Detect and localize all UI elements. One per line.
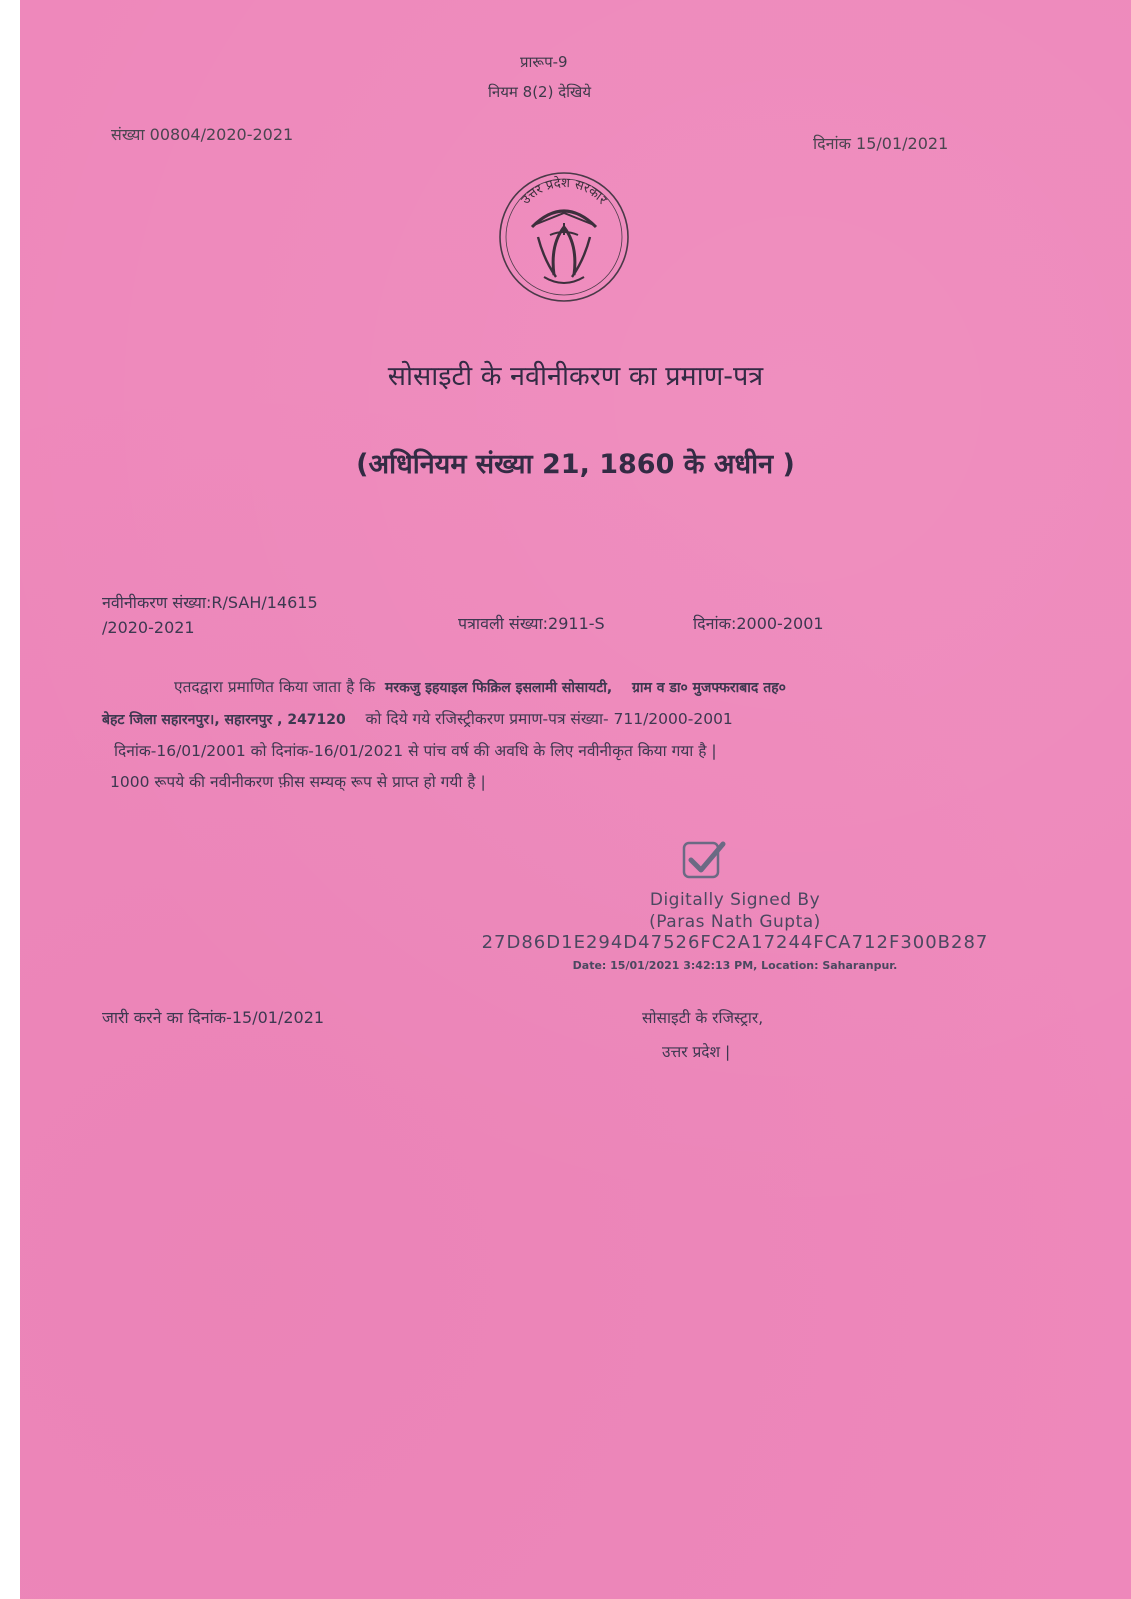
registrar-title: सोसाइटी के रजिस्ट्रार, [642, 1009, 764, 1027]
registrar-state: उत्तर प्रदेश | [662, 1043, 731, 1061]
renewal-number [102, 590, 432, 640]
certificate-body [102, 672, 1102, 798]
emblem-text: उत्तर प्रदेश सरकार [518, 175, 610, 208]
rule-reference: नियम 8(2) देखिये [488, 83, 592, 101]
svg-text:उत्तर प्रदेश सरकार [518, 175, 610, 208]
registration-certificate: को दिये गये रजिस्ट्रीकरण प्रमाण-पत्र संख्या- 711/2000-2001 [365, 710, 733, 728]
signed-by-label: Digitally Signed By [649, 890, 821, 910]
signer-name: (Paras Nath Gupta) [649, 912, 821, 932]
renewal-number-line1: नवीनीकरण संख्या:R/SAH/14615 [102, 593, 318, 612]
body-line-2 [102, 704, 1102, 736]
body-prefix: एतदद्वारा प्रमाणित किया जाता है कि [174, 678, 376, 696]
society-name: मरकजु इहयाइल फिक्रिल इसलामी सोसायटी, [385, 680, 613, 696]
digital-signature-block [420, 890, 1050, 972]
certificate-page [20, 0, 1131, 1599]
renewal-number-line2: /2020-2021 [102, 618, 195, 637]
certificate-subtitle: (अधिनियम संख्या 21, 1860 के अधीन ) [356, 449, 795, 480]
body-line-3: दिनांक-16/01/2001 को दिनांक-16/01/2021 से पांच वर्ष की अवधि के लिए नवीनीकृत किया गया है | [114, 742, 717, 760]
society-address-b: बेहट जिला सहारनपुर।, सहारनपुर , 247120 [102, 712, 346, 728]
body-line-4: 1000 रूपये की नवीनीकरण फ़ीस सम्यक् रूप से प्राप्त हो गयी है | [110, 773, 486, 791]
checkmark-icon [681, 838, 727, 882]
header-date: दिनांक 15/01/2021 [813, 134, 949, 153]
certificate-title: सोसाइटी के नवीनीकरण का प्रमाण-पत्र [387, 361, 764, 392]
body-line-1 [102, 672, 1102, 704]
signature-hash: 27D86D1E294D47526FC2A17244FCA712F300B287 [481, 932, 989, 953]
signature-date-location: Date: 15/01/2021 3:42:13 PM, Location: Saharanpur. [572, 959, 898, 972]
society-address-a: ग्राम व डा० मुजफ्फराबाद तह० [631, 680, 786, 696]
file-number: पत्रावली संख्या:2911-S [458, 614, 605, 633]
issue-date: जारी करने का दिनांक-15/01/2021 [102, 1008, 325, 1027]
file-date: दिनांक:2000-2001 [693, 614, 824, 633]
up-state-emblem-icon [494, 165, 634, 310]
serial-number: संख्या 00804/2020-2021 [111, 125, 294, 144]
form-number: प्रारूप-9 [520, 53, 568, 71]
